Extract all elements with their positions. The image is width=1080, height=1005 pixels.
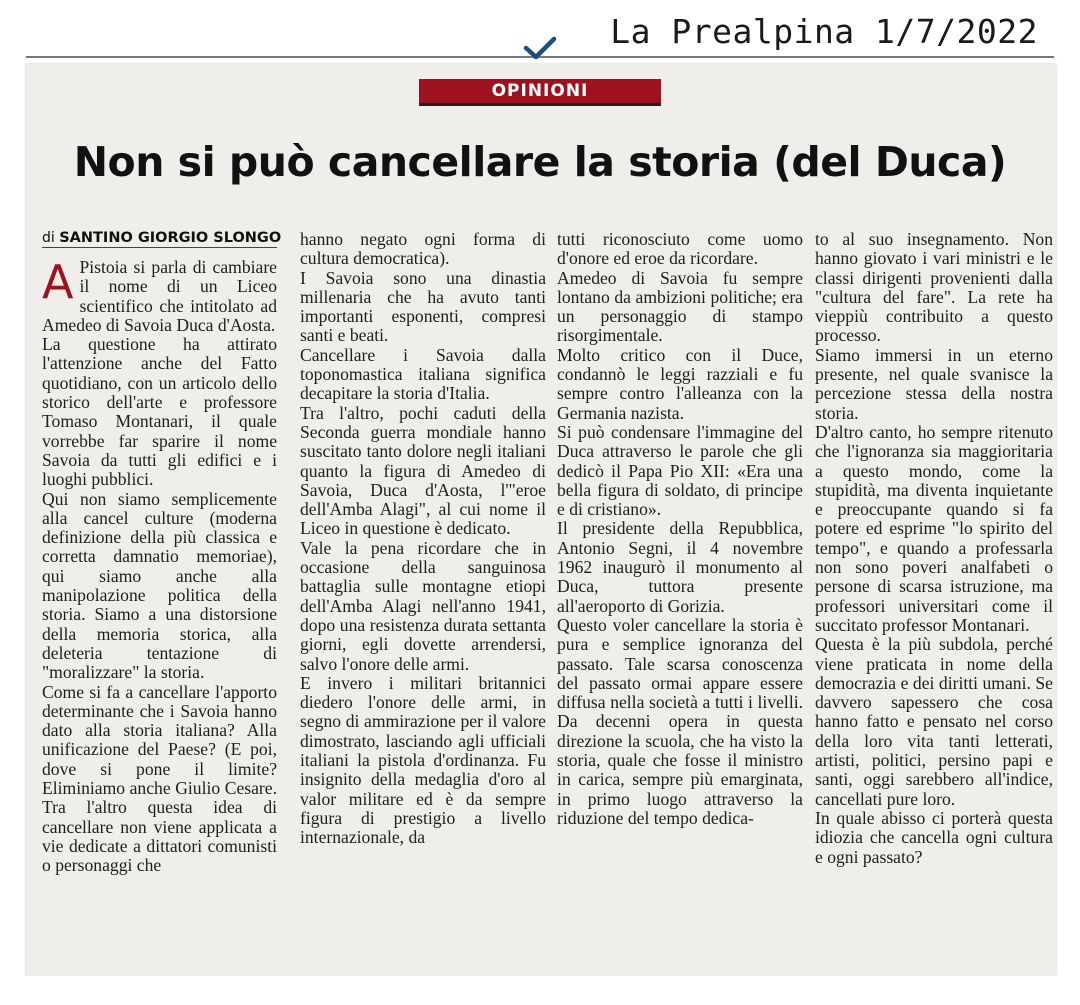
section-banner: OPINIONI	[419, 79, 661, 106]
paragraph: Amedeo di Savoia fu sempre lontano da ambizioni politiche; era un personaggio di stampo risorgimentale.	[557, 267, 803, 346]
byline-author: SANTINO GIORGIO SLONGO	[59, 230, 282, 246]
paragraph	[42, 255, 277, 335]
paragraph: tutti riconosciuto come uomo d'onore ed eroe da ricordare.	[557, 229, 803, 269]
paragraph: Come si fa a cancellare l'apporto determinante che i Savoia hanno dato alla storia italiana? Alla unificazione del Paese? (E poi, dove si pone il limite? Eliminiamo anche Giulio Cesare. Tra l'altro questa idea di cancellare non viene applicata a vie dedicate a dittatori comunisti o personaggi che	[42, 681, 277, 876]
paragraph: Questo voler cancellare la storia è pura e semplice ignoranza del passato. Tale scarsa conoscenza del passato ormai appare essere diffusa nella società a tutti i livelli. Da decenni opera in questa direzione la scuola, che ha visto la storia, quale che fosse il ministro in carica, sempre più emarginata, in primo luogo attraverso la riduzione del tempo dedica-	[557, 614, 803, 828]
paragraph: Il presidente della Repubblica, Antonio Segni, il 4 novembre 1962 inaugurò il monumento al Duca, tuttora presente all'aeroporto di Gorizia.	[557, 518, 803, 616]
paragraph: hanno negato ogni forma di cultura democratica).	[300, 229, 546, 269]
byline	[42, 230, 282, 248]
paragraph-text: Pistoia si parla di cambiare il nome di un Liceo scientifico che intitolato ad Amedeo di Savoia Duca d'Aosta.	[42, 257, 277, 335]
article-column-4	[815, 230, 1053, 867]
paragraph: Qui non siamo semplicemente alla cancel culture (moderna definizione della più classica e corretta damnatio memoriae), qui siamo anche alla manipolazione politica della storia. Siamo a una distorsione della memoria storica, alla deleteria tentazione di "moralizzare" la storia.	[42, 488, 277, 683]
paragraph: La questione ha attirato l'attenzione anche del Fatto quotidiano, con un articolo dello storico dell'arte e professore Tomaso Montanari, il quale vorrebbe far sparire il nome Savoia da tutti gli edifici e i luoghi pubblici.	[42, 334, 277, 490]
paragraph: D'altro canto, ho sempre ritenuto che l'ignoranza sia maggioritaria a questo mondo, come la stupidità, ma diventa inquietante e preoccupante quando si fa potere ed esprime "lo spirito del tempo", e quando a professarla non sono poveri analfabeti o persone di scarsa istruzione, ma professori universitari come il succitato professor Montanari.	[815, 421, 1053, 635]
paragraph: In quale abisso ci porterà questa idiozia che cancella ogni cultura e ogni passato?	[815, 807, 1053, 867]
drop-cap: A	[42, 255, 74, 309]
masthead-date: La Prealpina 1/7/2022	[610, 12, 1038, 51]
paragraph: Siamo immersi in un eterno presente, nel quale svanisce la percezione stessa della nostra storia.	[815, 344, 1053, 423]
paragraph: I Savoia sono una dinastia millenaria che ha avuto tanti importanti esponenti, compresi santi e beati.	[300, 267, 546, 346]
byline-prefix: di	[42, 230, 55, 246]
paragraph: to al suo insegnamento. Non hanno giovato i vari ministri e le classi dirigenti provenienti dalla "cultura del fare". La rete ha vieppiù contribuito a questo processo.	[815, 229, 1053, 346]
paragraph: Tra l'altro, pochi caduti della Seconda guerra mondiale hanno suscitato tanto dolore negli italiani quanto la figura di Amedeo di Savoia, Duca d'Aosta, l'"eroe dell'Amba Alagi", al cui nome il Liceo in questione è dedicato.	[300, 402, 546, 539]
check-mark-icon	[523, 36, 557, 66]
bottom-margin	[0, 976, 1080, 1005]
paragraph: Si può condensare l'immagine del Duca attraverso le parole che gli dedicò il Papa Pio XII: «Era una bella figura di soldato, di principe e di cristiano».	[557, 421, 803, 520]
paragraph: E invero i militari britannici diedero l'onore delle armi, in segno di ammirazione per il valore dimostrato, lasciando agli ufficiali italiani la pistola d'ordinanza. Fu insignito della medaglia d'oro al valor militare ed è da sempre figura di prestigio a livello internazionale, da	[300, 672, 546, 848]
headline: Non si può cancellare la storia (del Duca)	[73, 138, 1007, 186]
paragraph: Questa è la più subdola, perché viene praticata in nome della democrazia e dei diritti umani. Se davvero sapessero che cosa hanno fatto e pensato nel corso della loro vita tanti letterati, artisti, politici, persino papi e santi, oggi sarebbero all'indice, cancellati pure loro.	[815, 634, 1053, 809]
paragraph: Molto critico con il Duce, condannò le leggi razziali e fu sempre contro l'alleanza con la Germania nazista.	[557, 344, 803, 423]
article-column-3	[557, 230, 803, 828]
article-column-1	[42, 255, 277, 876]
paragraph: Cancellare i Savoia dalla toponomastica italiana significa decapitare la storia d'Italia.	[300, 344, 546, 404]
paragraph: Vale la pena ricordare che in occasione della sanguinosa battaglia sulle montagne etiopi dell'Amba Alagi nell'anno 1941, dopo una resistenza durata settanta giorni, egli dovette arrendersi, salvo l'onore delle armi.	[300, 537, 546, 674]
article-column-2	[300, 230, 546, 848]
